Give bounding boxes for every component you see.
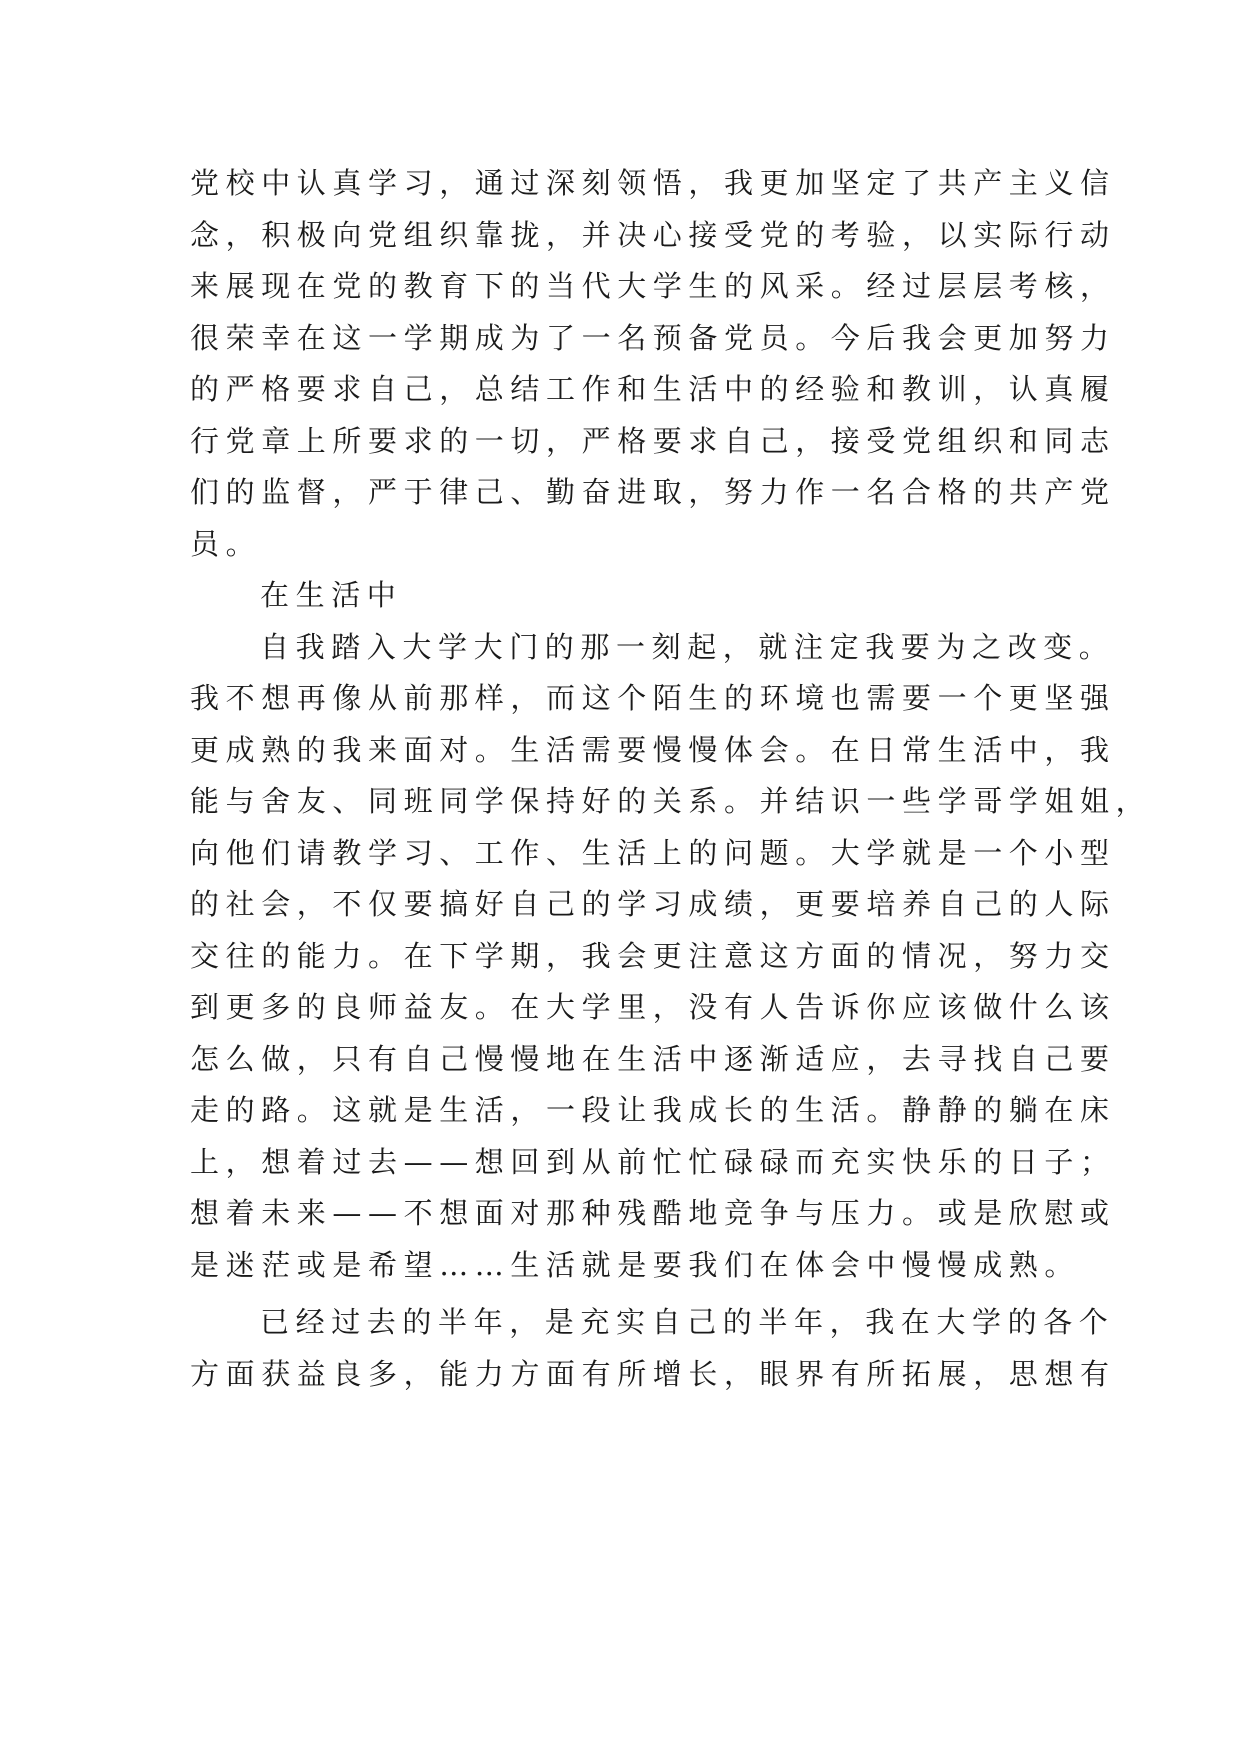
text-line: 行党章上所要求的一切，严格要求自己，接受党组织和同志 bbox=[190, 423, 1116, 458]
text-line: 的严格要求自己，总结工作和生活中的经验和教训，认真履 bbox=[190, 372, 1116, 406]
text-line: 党校中认真学习，通过深刻领悟，我更加坚定了共产主义信 bbox=[190, 166, 1116, 200]
text-line: 交往的能力。在下学期，我会更注意这方面的情况，努力交 bbox=[190, 938, 1116, 973]
text-line: 已经过去的半年，是充实自己的半年，我在大学的各个 bbox=[260, 1305, 1115, 1339]
text-line: 方面获益良多，能力方面有所增长，眼界有所拓展，思想有 bbox=[190, 1356, 1116, 1391]
text-line: 能与舍友、同班同学保持好的关系。并结识一些学哥学姐姐， bbox=[190, 784, 1152, 818]
text-line: 到更多的良师益友。在大学里，没有人告诉你应该做什么该 bbox=[190, 990, 1116, 1024]
text-line: 怎么做，只有自己慢慢地在生活中逐渐适应，去寻找自己要 bbox=[190, 1041, 1116, 1076]
text-line: 更成熟的我来面对。生活需要慢慢体会。在日常生活中，我 bbox=[190, 732, 1116, 767]
text-line: 们的监督，严于律己、勤奋进取，努力作一名合格的共产党 bbox=[190, 475, 1116, 509]
text-line: 想着未来——不想面对那种残酷地竞争与压力。或是欣慰或 bbox=[190, 1196, 1116, 1230]
text-line: 上，想着过去——想回到从前忙忙碌碌而充实快乐的日子； bbox=[190, 1144, 1116, 1179]
text-line: 很荣幸在这一学期成为了一名预备党员。今后我会更加努力 bbox=[190, 320, 1116, 355]
text-line: 在生活中 bbox=[260, 578, 403, 612]
text-line: 自我踏入大学大门的那一刻起，就注定我要为之改变。 bbox=[260, 629, 1115, 664]
text-line: 向他们请教学习、工作、生活上的问题。大学就是一个小型 bbox=[190, 835, 1116, 870]
text-line: 员。 bbox=[190, 526, 262, 561]
text-line: 是迷茫或是希望……生活就是要我们在体会中慢慢成熟。 bbox=[190, 1247, 1081, 1282]
text-line: 我不想再像从前那样，而这个陌生的环境也需要一个更坚强 bbox=[190, 681, 1116, 715]
text-line: 走的路。这就是生活，一段让我成长的生活。静静的躺在床 bbox=[190, 1093, 1116, 1127]
text-line: 念，积极向党组织靠拢，并决心接受党的考验，以实际行动 bbox=[190, 217, 1116, 252]
body-text bbox=[190, 158, 1152, 1400]
text-line: 的社会，不仅要搞好自己的学习成绩，更要培养自己的人际 bbox=[190, 887, 1116, 921]
text-line: 来展现在党的教育下的当代大学生的风采。经过层层考核， bbox=[190, 269, 1116, 303]
